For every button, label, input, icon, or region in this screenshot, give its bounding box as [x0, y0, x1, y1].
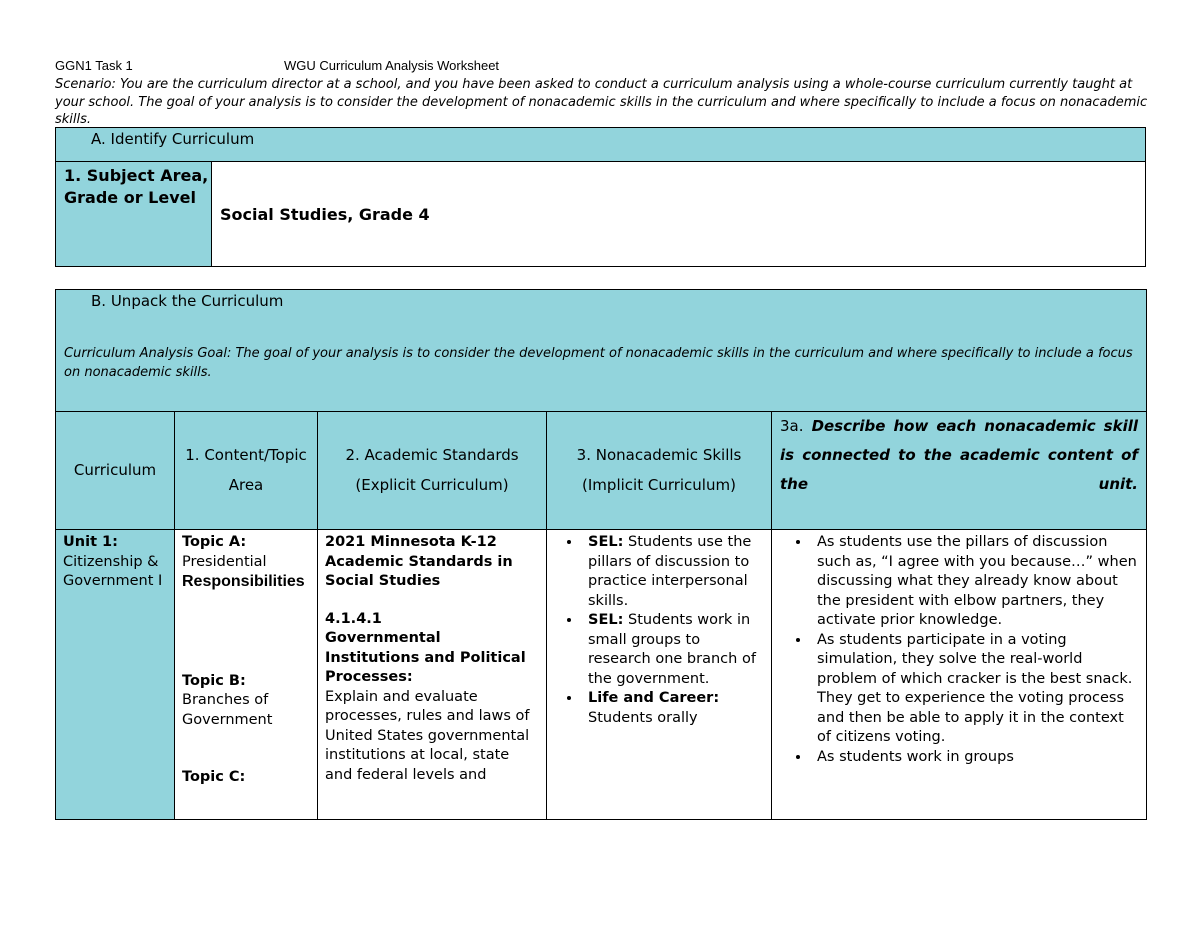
column-header-curriculum: Curriculum: [56, 412, 175, 530]
topic-c-label: Topic C:: [182, 769, 246, 785]
content-cell: [175, 530, 318, 820]
standards-title: 2021 Minnesota K-12 Academic Standards in Social Studies: [325, 534, 513, 589]
describe-number: 3a.: [780, 417, 804, 435]
standard-code: 4.1.4.1: [325, 610, 382, 627]
standard-name: Governmental Institutions and Political Processes:: [325, 630, 526, 685]
standards-cell: [318, 530, 547, 820]
worksheet-title: WGU Curriculum Analysis Worksheet: [284, 58, 500, 73]
scenario-text: Scenario: You are the curriculum director at a school, and you have been asked to conduct a curriculum analysis using a whole-course curriculum currently taught at your school. The goal of your analysis is to consider the development of nonacademic skills in the curriculum and where specifically to include a focus on nonacademic skills.: [55, 77, 1148, 127]
list-item: • Life and Career: Students orally: [582, 689, 764, 728]
unit-cell: [56, 530, 175, 820]
list-item: • As students work in groups: [811, 748, 1139, 768]
describe-text: Describe how each nonacademic skill is connected to the academic content of the unit.: [780, 417, 1139, 493]
topic-b-value: Branches of Government: [182, 692, 273, 728]
description-cell: [772, 530, 1147, 820]
column-header-describe: [772, 412, 1147, 530]
section-a-title: A. Identify Curriculum: [56, 128, 1146, 162]
topic-a-prefix: Presidential: [182, 553, 267, 570]
standard-text: Explain and evaluate processes, rules and laws of United States governmental institutions at local, state and federal levels and: [325, 688, 530, 783]
unpack-curriculum-table: [55, 289, 1147, 820]
descriptions-list: [779, 533, 1139, 767]
subject-area-value: Social Studies, Grade 4: [212, 162, 1146, 267]
list-item: • SEL: Students work in small groups to research one branch of the government.: [582, 611, 764, 689]
list-item: • As students participate in a voting simulation, they solve the real-world problem of which cracker is the best snack. They get to experience the voting process and then be able to apply it in the context of citizens voting.: [811, 631, 1139, 748]
nonacademic-cell: [547, 530, 772, 820]
analysis-goal: Curriculum Analysis Goal: The goal of your analysis is to consider the development of nonacademic skills in the curriculum and where specifically to include a focus on nonacademic skills.: [64, 346, 1133, 380]
section-b-header: [56, 290, 1147, 412]
column-header-standards: 2. Academic Standards (Explicit Curriculum): [318, 412, 547, 530]
subject-area-label: 1. Subject Area, Grade or Level: [56, 162, 212, 267]
section-b-title: B. Unpack the Curriculum: [91, 292, 284, 310]
column-header-nonacademic: 3. Nonacademic Skills (Implicit Curriculum): [547, 412, 772, 530]
unit-name: Citizenship & Government I: [63, 553, 163, 589]
skills-list: [554, 533, 764, 728]
course-label: GGN1 Task 1: [55, 58, 133, 73]
topic-a-label: Topic A:: [182, 534, 247, 550]
list-item: • As students use the pillars of discussion such as, “I agree with you because…” when discussing what they already know about the president with elbow partners, they activate prior knowledge.: [811, 533, 1139, 631]
topic-a-bold: Responsibilities: [182, 573, 305, 590]
topic-b-label: Topic B:: [182, 672, 246, 689]
unit-label: Unit 1:: [63, 534, 118, 550]
column-header-content: 1. Content/Topic Area: [175, 412, 318, 530]
list-item: • SEL: Students use the pillars of discussion to practice interpersonal skills.: [582, 533, 764, 611]
identify-curriculum-table: [55, 127, 1146, 267]
table-row: [56, 530, 1147, 820]
